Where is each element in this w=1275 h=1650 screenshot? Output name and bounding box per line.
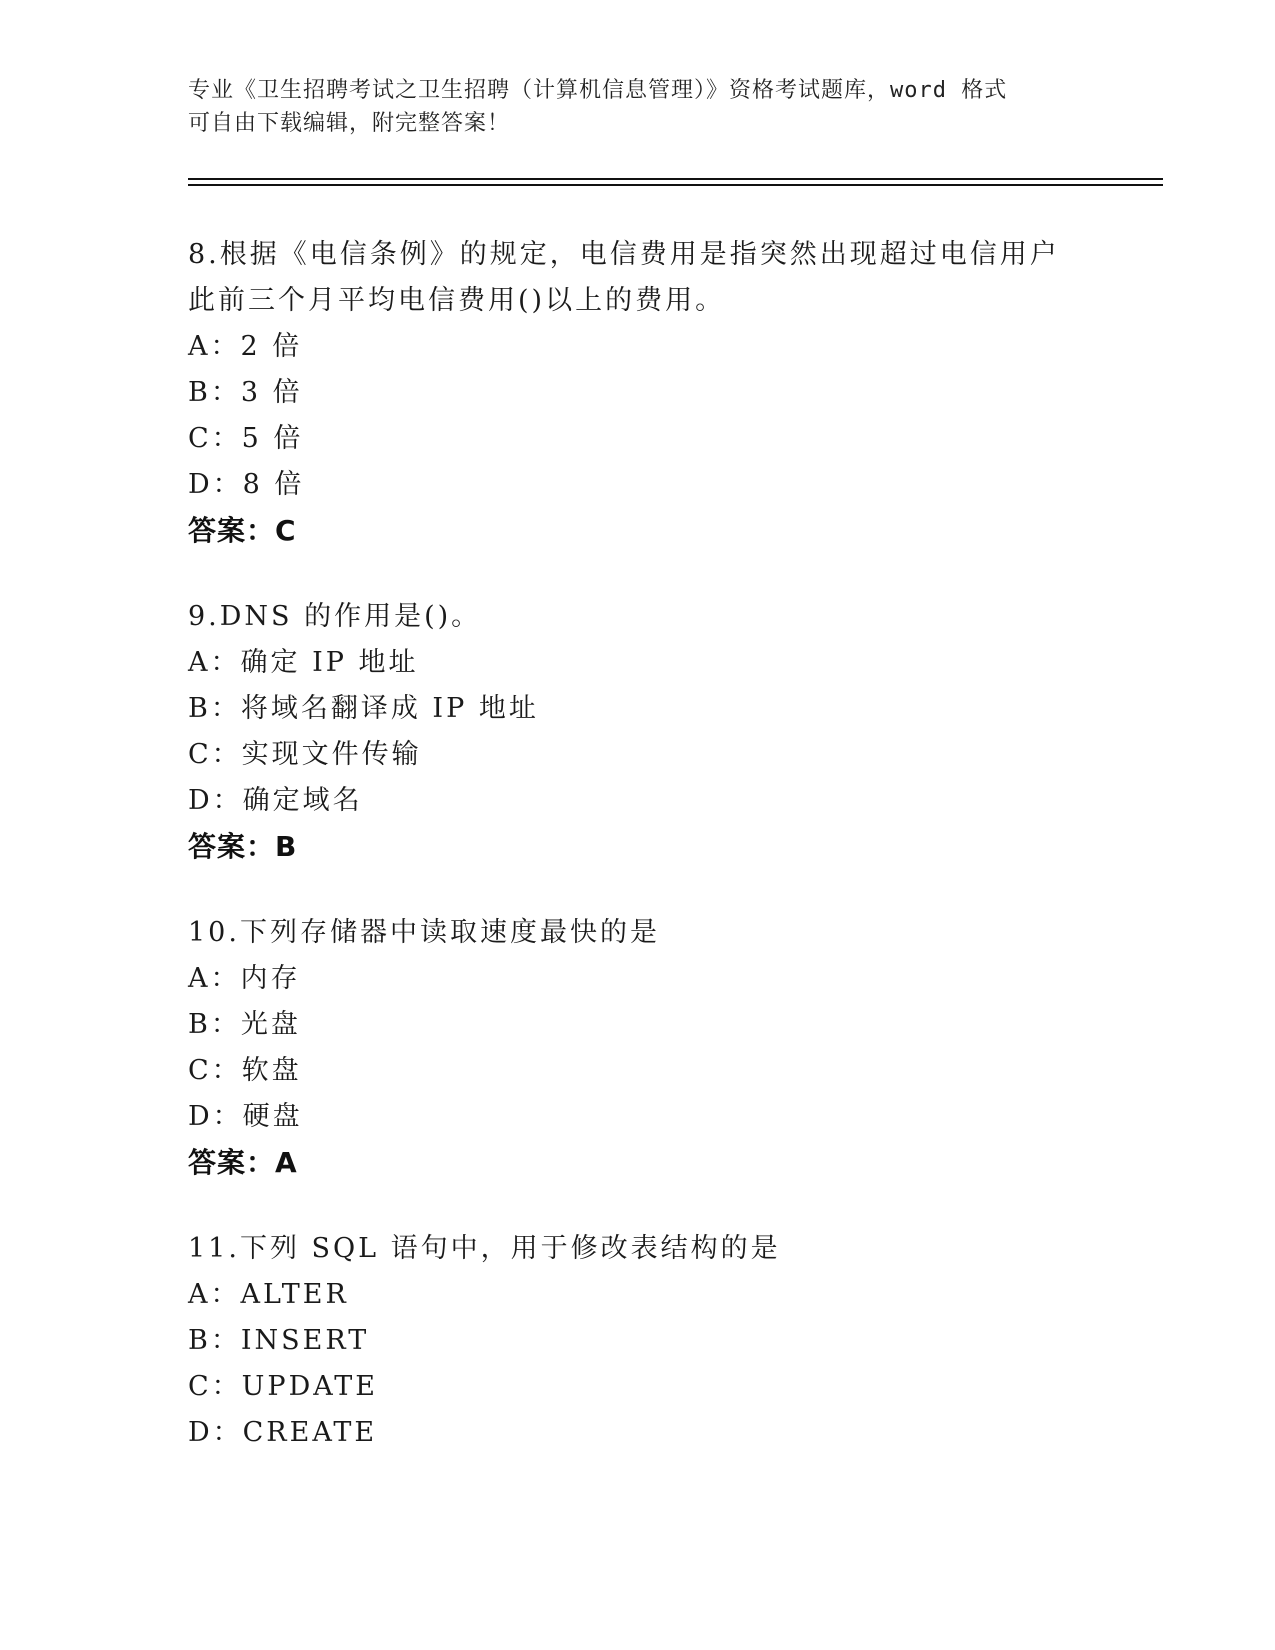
header-divider-top <box>188 178 1163 180</box>
option-c: C：实现文件传输 <box>188 739 422 770</box>
option-d: D：硬盘 <box>188 1101 303 1132</box>
answer: 答案：C <box>188 514 297 547</box>
option-b: B：光盘 <box>188 1009 301 1040</box>
header-divider-bottom <box>188 184 1163 186</box>
question-text: 8.根据《电信条例》的规定，电信费用是指突然出现超过电信用户此前三个月平均电信费用()以上的费用。 <box>188 239 1060 316</box>
option-a: A：2 倍 <box>188 331 303 362</box>
option-a: A：确定 IP 地址 <box>188 647 419 678</box>
option-d: D：确定域名 <box>188 785 363 816</box>
answer: 答案：A <box>188 1146 298 1179</box>
option-a: A：ALTER <box>188 1279 349 1310</box>
question-list <box>188 232 1088 1496</box>
question-8 <box>188 232 1088 554</box>
option-c: C：UPDATE <box>188 1371 378 1402</box>
question-11 <box>188 1226 1088 1456</box>
header-line-2: 可自由下载编辑，附完整答案！ <box>188 111 511 136</box>
option-c: C：5 倍 <box>188 423 304 454</box>
answer: 答案：B <box>188 830 298 863</box>
question-text: 9.DNS 的作用是()。 <box>188 601 482 632</box>
document-header <box>188 74 1068 140</box>
option-c: C：软盘 <box>188 1055 302 1086</box>
header-line-1: 专业《卫生招聘考试之卫生招聘（计算机信息管理）》资格考试题库，word 格式 <box>188 78 1008 103</box>
option-d: D：CREATE <box>188 1417 378 1448</box>
option-b: B：3 倍 <box>188 377 303 408</box>
option-a: A：内存 <box>188 963 301 994</box>
question-text: 11.下列 SQL 语句中，用于修改表结构的是 <box>188 1233 781 1264</box>
option-d: D：8 倍 <box>188 469 305 500</box>
option-b: B：INSERT <box>188 1325 370 1356</box>
question-text: 10.下列存储器中读取速度最快的是 <box>188 917 660 948</box>
option-b: B：将域名翻译成 IP 地址 <box>188 693 539 724</box>
question-9 <box>188 594 1088 870</box>
question-10 <box>188 910 1088 1186</box>
